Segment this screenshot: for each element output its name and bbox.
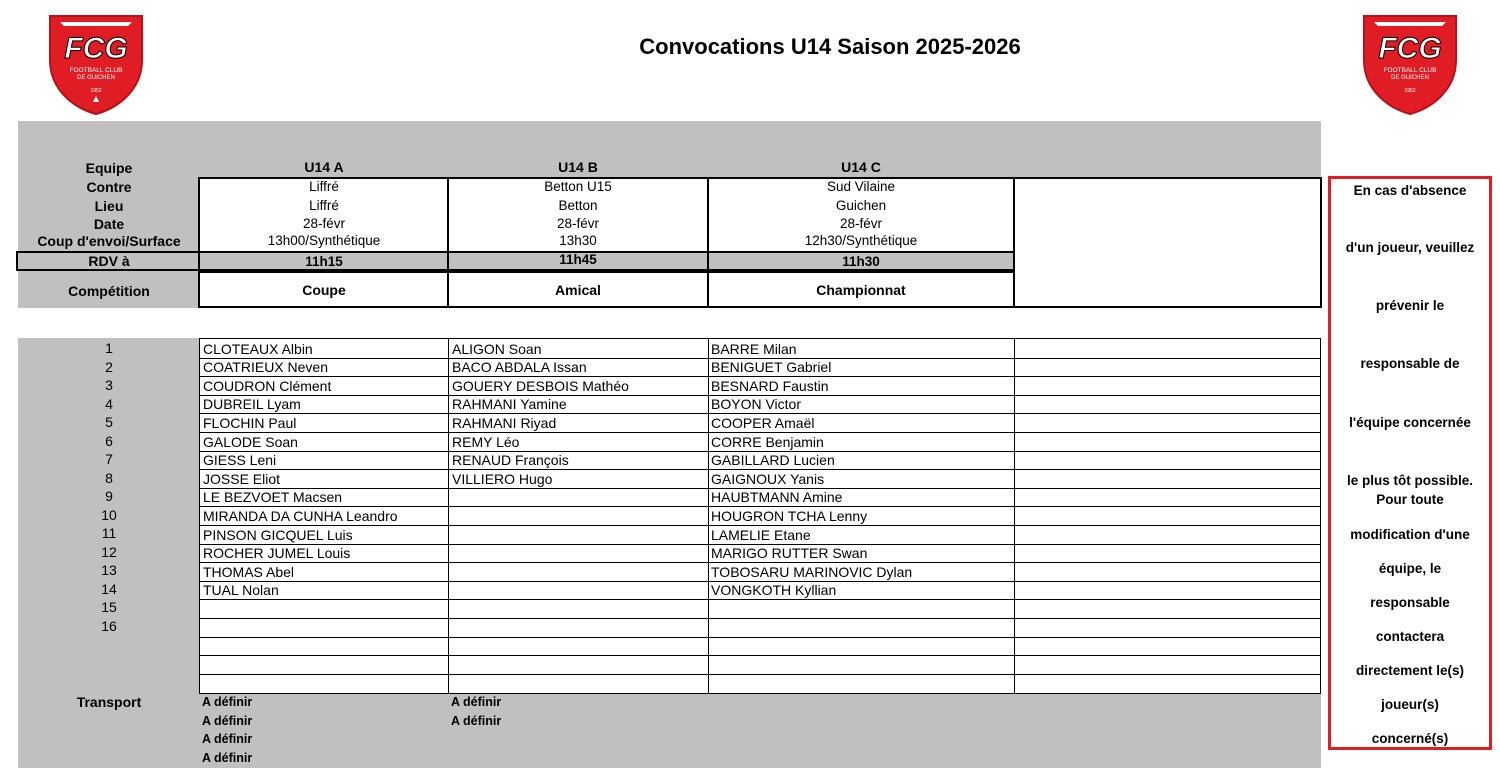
competition-c: Championnat bbox=[816, 282, 906, 298]
rdv-c: 11h30 bbox=[842, 254, 880, 269]
notice-line: responsable de bbox=[1360, 356, 1460, 371]
rdv-a: 11h15 bbox=[305, 254, 343, 269]
player-name: THOMAS Abel bbox=[203, 563, 295, 580]
transport-entry: A définir bbox=[451, 695, 502, 709]
player-number: 3 bbox=[105, 377, 113, 393]
player-name: CLOTEAUX Albin bbox=[203, 340, 313, 357]
roster-divider bbox=[708, 339, 709, 693]
date-c: 28-févr bbox=[839, 216, 883, 231]
team-header-c: U14 C bbox=[841, 159, 881, 175]
player-name: LAMELIE Etane bbox=[711, 526, 811, 543]
player-name: RAHMANI Riyad bbox=[452, 414, 557, 431]
label-contre: Contre bbox=[86, 179, 132, 195]
contre-c: Sud Vilaine bbox=[826, 179, 896, 194]
player-name: HOUGRON TCHA Lenny bbox=[711, 507, 868, 524]
label-transport: Transport bbox=[76, 694, 142, 710]
contre-a: Liffré bbox=[309, 179, 339, 194]
notice-line: directement le(s) bbox=[1355, 663, 1465, 678]
notice-line: responsable bbox=[1370, 595, 1450, 610]
notice-line: l'équipe concernée bbox=[1349, 415, 1471, 430]
lieu-a: Liffré bbox=[309, 198, 339, 213]
club-logo-left bbox=[44, 12, 148, 116]
player-numbers bbox=[18, 339, 200, 635]
roster-row-line bbox=[200, 637, 1320, 638]
competition-a: Coupe bbox=[302, 282, 346, 298]
player-name: LE BEZVOET Macsen bbox=[203, 489, 343, 506]
player-number: 9 bbox=[105, 488, 113, 504]
player-number: 15 bbox=[101, 599, 117, 615]
player-name: HAUBTMANN Amine bbox=[711, 489, 843, 506]
team-header-a: U14 A bbox=[304, 159, 344, 175]
player-name: COUDRON Clément bbox=[203, 377, 332, 394]
player-name: REMY Léo bbox=[452, 433, 520, 450]
notice-line: d'un joueur, veuillez bbox=[1345, 240, 1475, 255]
player-number: 5 bbox=[105, 414, 113, 430]
player-name: GOUERY DESBOIS Mathéo bbox=[452, 377, 629, 394]
svg-text:FCG: FCG bbox=[64, 32, 128, 65]
label-competition: Compétition bbox=[68, 283, 150, 299]
roster-row-line bbox=[200, 618, 1320, 619]
roster-divider bbox=[1014, 339, 1015, 693]
rdv-b: 11h45 bbox=[559, 252, 597, 267]
player-name: BOYON Victor bbox=[711, 396, 801, 413]
notice-line: concerné(s) bbox=[1371, 731, 1449, 746]
notice-line: modification d'une bbox=[1350, 527, 1470, 542]
date-b: 28-févr bbox=[556, 216, 600, 231]
svg-text:FOOTBALL CLUB: FOOTBALL CLUB bbox=[69, 67, 123, 74]
player-number: 10 bbox=[101, 506, 117, 523]
notice-line: le plus tôt possible. bbox=[1346, 473, 1473, 488]
svg-text:FOOTBALL CLUB: FOOTBALL CLUB bbox=[1383, 67, 1437, 74]
roster-grid bbox=[199, 338, 1321, 694]
player-number: 14 bbox=[101, 580, 117, 597]
roster-row-line bbox=[200, 674, 1320, 675]
player-name: GALODE Soan bbox=[203, 433, 298, 450]
roster-row-line bbox=[200, 599, 1320, 600]
player-name: ROCHER JUMEL Louis bbox=[203, 545, 351, 562]
notice-line: joueur(s) bbox=[1381, 697, 1439, 712]
date-a: 28-févr bbox=[302, 216, 346, 231]
player-name: BENIGUET Gabriel bbox=[711, 359, 832, 376]
competition-divider bbox=[198, 271, 1015, 273]
team-header-b: U14 B bbox=[558, 159, 598, 175]
transport-entry: A définir bbox=[451, 713, 502, 728]
notice-line: contactera bbox=[1375, 629, 1445, 644]
player-name: BACO ABDALA Issan bbox=[452, 359, 587, 376]
player-name: VONGKOTH Kyllian bbox=[711, 582, 837, 599]
player-name: COOPER Amaël bbox=[711, 414, 815, 431]
label-coup-envoi: Coup d'envoi/Surface bbox=[37, 233, 181, 249]
player-name: VILLIERO Hugo bbox=[452, 470, 553, 487]
player-name: TUAL Nolan bbox=[203, 582, 279, 599]
lieu-b: Betton bbox=[558, 198, 598, 213]
player-name: DUBREIL Lyam bbox=[203, 396, 301, 413]
player-name: GIESS Leni bbox=[203, 452, 277, 469]
player-name: FLOCHIN Paul bbox=[203, 414, 297, 431]
svg-text:DE GUICHEN: DE GUICHEN bbox=[1391, 75, 1429, 81]
player-number: 2 bbox=[105, 358, 113, 375]
page-title: Convocations U14 Saison 2025-2026 bbox=[639, 34, 1021, 59]
notice-line: En cas d'absence bbox=[1353, 183, 1467, 198]
player-number: 16 bbox=[101, 617, 117, 634]
player-number: 4 bbox=[105, 395, 113, 412]
player-number: 13 bbox=[101, 562, 117, 578]
player-name: GABILLARD Lucien bbox=[711, 452, 835, 469]
club-logo-right bbox=[1358, 12, 1462, 116]
player-number: 6 bbox=[105, 432, 113, 449]
player-name: GAIGNOUX Yanis bbox=[711, 470, 825, 487]
svg-text:1952: 1952 bbox=[1404, 88, 1416, 94]
roster-divider bbox=[448, 339, 449, 693]
notice-line: prévenir le bbox=[1375, 298, 1445, 313]
svg-text:FCG: FCG bbox=[1378, 32, 1442, 65]
contre-b: Betton U15 bbox=[544, 179, 612, 194]
player-name: BESNARD Faustin bbox=[711, 377, 829, 394]
transport-entry: A définir bbox=[202, 750, 253, 765]
notice-line: Pour toute bbox=[1376, 492, 1444, 507]
svg-text:DE GUICHEN: DE GUICHEN bbox=[77, 75, 115, 81]
player-name: RENAUD François bbox=[452, 452, 569, 469]
player-name: MARIGO RUTTER Swan bbox=[711, 545, 868, 562]
player-number: 7 bbox=[105, 451, 113, 467]
player-number: 11 bbox=[101, 525, 117, 541]
transport-entry: A définir bbox=[202, 732, 253, 746]
notice-line: équipe, le bbox=[1378, 561, 1442, 576]
player-number: 12 bbox=[101, 543, 117, 560]
competition-b: Amical bbox=[555, 282, 601, 298]
label-lieu: Lieu bbox=[94, 198, 124, 214]
roster-row-line bbox=[200, 655, 1320, 656]
lieu-c: Guichen bbox=[835, 198, 887, 213]
player-name: BARRE Milan bbox=[711, 340, 797, 357]
svg-text:1952: 1952 bbox=[90, 88, 102, 94]
player-name: JOSSE Eliot bbox=[203, 470, 281, 487]
player-name: TOBOSARU MARINOVIC Dylan bbox=[711, 563, 913, 580]
player-name: RAHMANI Yamine bbox=[452, 396, 567, 413]
coup-a: 13h00/Synthétique bbox=[267, 233, 381, 248]
coup-c: 12h30/Synthétique bbox=[804, 233, 918, 248]
player-name: MIRANDA DA CUNHA Leandro bbox=[203, 507, 398, 524]
label-date: Date bbox=[93, 216, 125, 232]
label-rdv: RDV à bbox=[88, 253, 130, 269]
player-name: COATRIEUX Neven bbox=[203, 359, 328, 376]
player-number: 8 bbox=[105, 469, 113, 486]
player-name: CORRE Benjamin bbox=[711, 433, 824, 450]
player-name: ALIGON Soan bbox=[452, 340, 542, 357]
player-name: PINSON GICQUEL Luis bbox=[203, 526, 353, 543]
label-equipe: Equipe bbox=[85, 160, 133, 176]
absence-notice bbox=[1328, 176, 1492, 750]
coup-b: 13h30 bbox=[559, 233, 597, 248]
transport-entry: A définir bbox=[202, 695, 253, 709]
player-number: 1 bbox=[105, 340, 113, 356]
transport-entry: A définir bbox=[202, 713, 253, 728]
